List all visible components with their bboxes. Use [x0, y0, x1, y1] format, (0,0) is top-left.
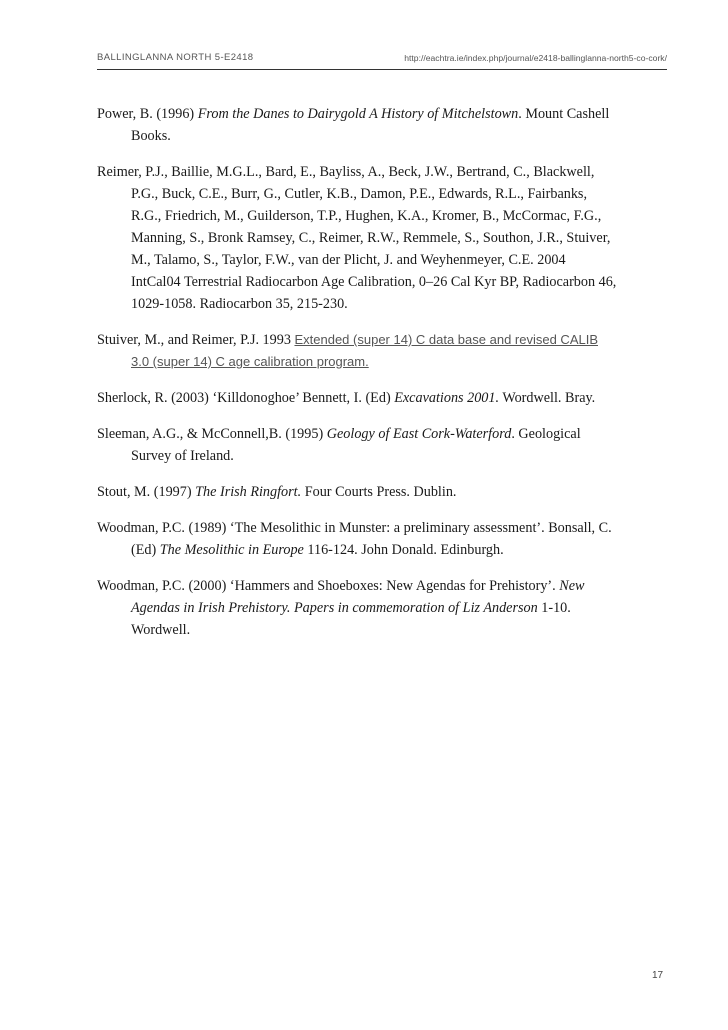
reference-text: 1-10. Wordwell. [131, 600, 571, 638]
reference-text: Sleeman, A.G., & McConnell,B. (1995) [97, 426, 327, 442]
reference-list [97, 103, 617, 655]
running-header [97, 52, 667, 68]
reference-text: Wordwell. Bray. [499, 390, 596, 406]
header-title: BALLINGLANNA NORTH 5-E2418 [97, 52, 254, 63]
reference-stuiver-1993 [97, 329, 617, 373]
reference-power-1996 [97, 103, 617, 147]
reference-text: Stuiver, M., and Reimer, P.J. 1993 [97, 332, 295, 348]
reference-title: Geology of East Cork-Waterford [326, 426, 512, 442]
reference-text: . Geological Survey of Ireland. [131, 426, 581, 464]
header-divider [97, 69, 667, 70]
reference-woodman-1989 [97, 517, 617, 561]
reference-sleeman-1995 [97, 423, 617, 467]
reference-text: Stout, M. (1997) [97, 484, 196, 500]
reference-link[interactable]: Extended (super 14) C data base and revised CALIB 3.0 (super 14) C age calibration program. [131, 332, 598, 369]
reference-sherlock-2003 [97, 387, 617, 409]
reference-title: The Irish Ringfort. [195, 484, 302, 500]
reference-title: From the Danes to Dairygold A History of Mitchelstown [197, 106, 519, 122]
reference-title: New Agendas in Irish Prehistory. Papers in commemoration of Liz Anderson [131, 578, 585, 616]
reference-text: Four Courts Press. Dublin. [301, 484, 457, 500]
reference-reimer-2004 [97, 161, 617, 315]
reference-text: 116-124. John Donald. Edinburgh. [303, 542, 504, 558]
reference-text: Woodman, P.C. (2000) ‘Hammers and Shoeboxes: New Agendas for Prehistory’. [97, 578, 560, 594]
reference-woodman-2000 [97, 575, 617, 641]
reference-text: . Mount Cashell Books. [131, 106, 610, 144]
reference-stout-1997 [97, 481, 617, 503]
reference-text: Sherlock, R. (2003) ‘Killdonoghoe’ Bennett, I. (Ed) [97, 390, 395, 406]
reference-text: Woodman, P.C. (1989) ‘The Mesolithic in Munster: a preliminary assessment’. Bonsall, C. (Ed) [97, 520, 612, 558]
header-url: http://eachtra.ie/index.php/journal/e2418-ballinglanna-north5-co-cork/ [404, 53, 667, 63]
reference-text: Power, B. (1996) [97, 106, 198, 122]
reference-title: The Mesolithic in Europe [159, 542, 304, 558]
page-number: 17 [652, 970, 664, 981]
reference-title: Excavations 2001. [394, 390, 500, 406]
reference-text: Reimer, P.J., Baillie, M.G.L., Bard, E., Bayliss, A., Beck, J.W., Bertrand, C., Blackwell, P.G., Buck, C.E., Burr, G., Cutler, K.B., Damon, P.E., Edwards, R.L., Fairbanks, R.G., Friedrich, M., Guilderson, T.P., Hughen, K.A., Kromer, B., McCormac, F.G., Manning, S., Bronk Ramsey, C., Reimer, R.W., Remmele, S., Southon, J.R., Stuiver, M., Talamo, S., Taylor, F.W., van der Plicht, J. and Weyhenmeyer, C.E. 2004 IntCal04 Terrestrial Radiocarbon Age Calibration, 0–26 Cal Kyr BP, Radiocarbon 46, 1029-1058. Radiocarbon 35, 215-230. [97, 164, 617, 312]
